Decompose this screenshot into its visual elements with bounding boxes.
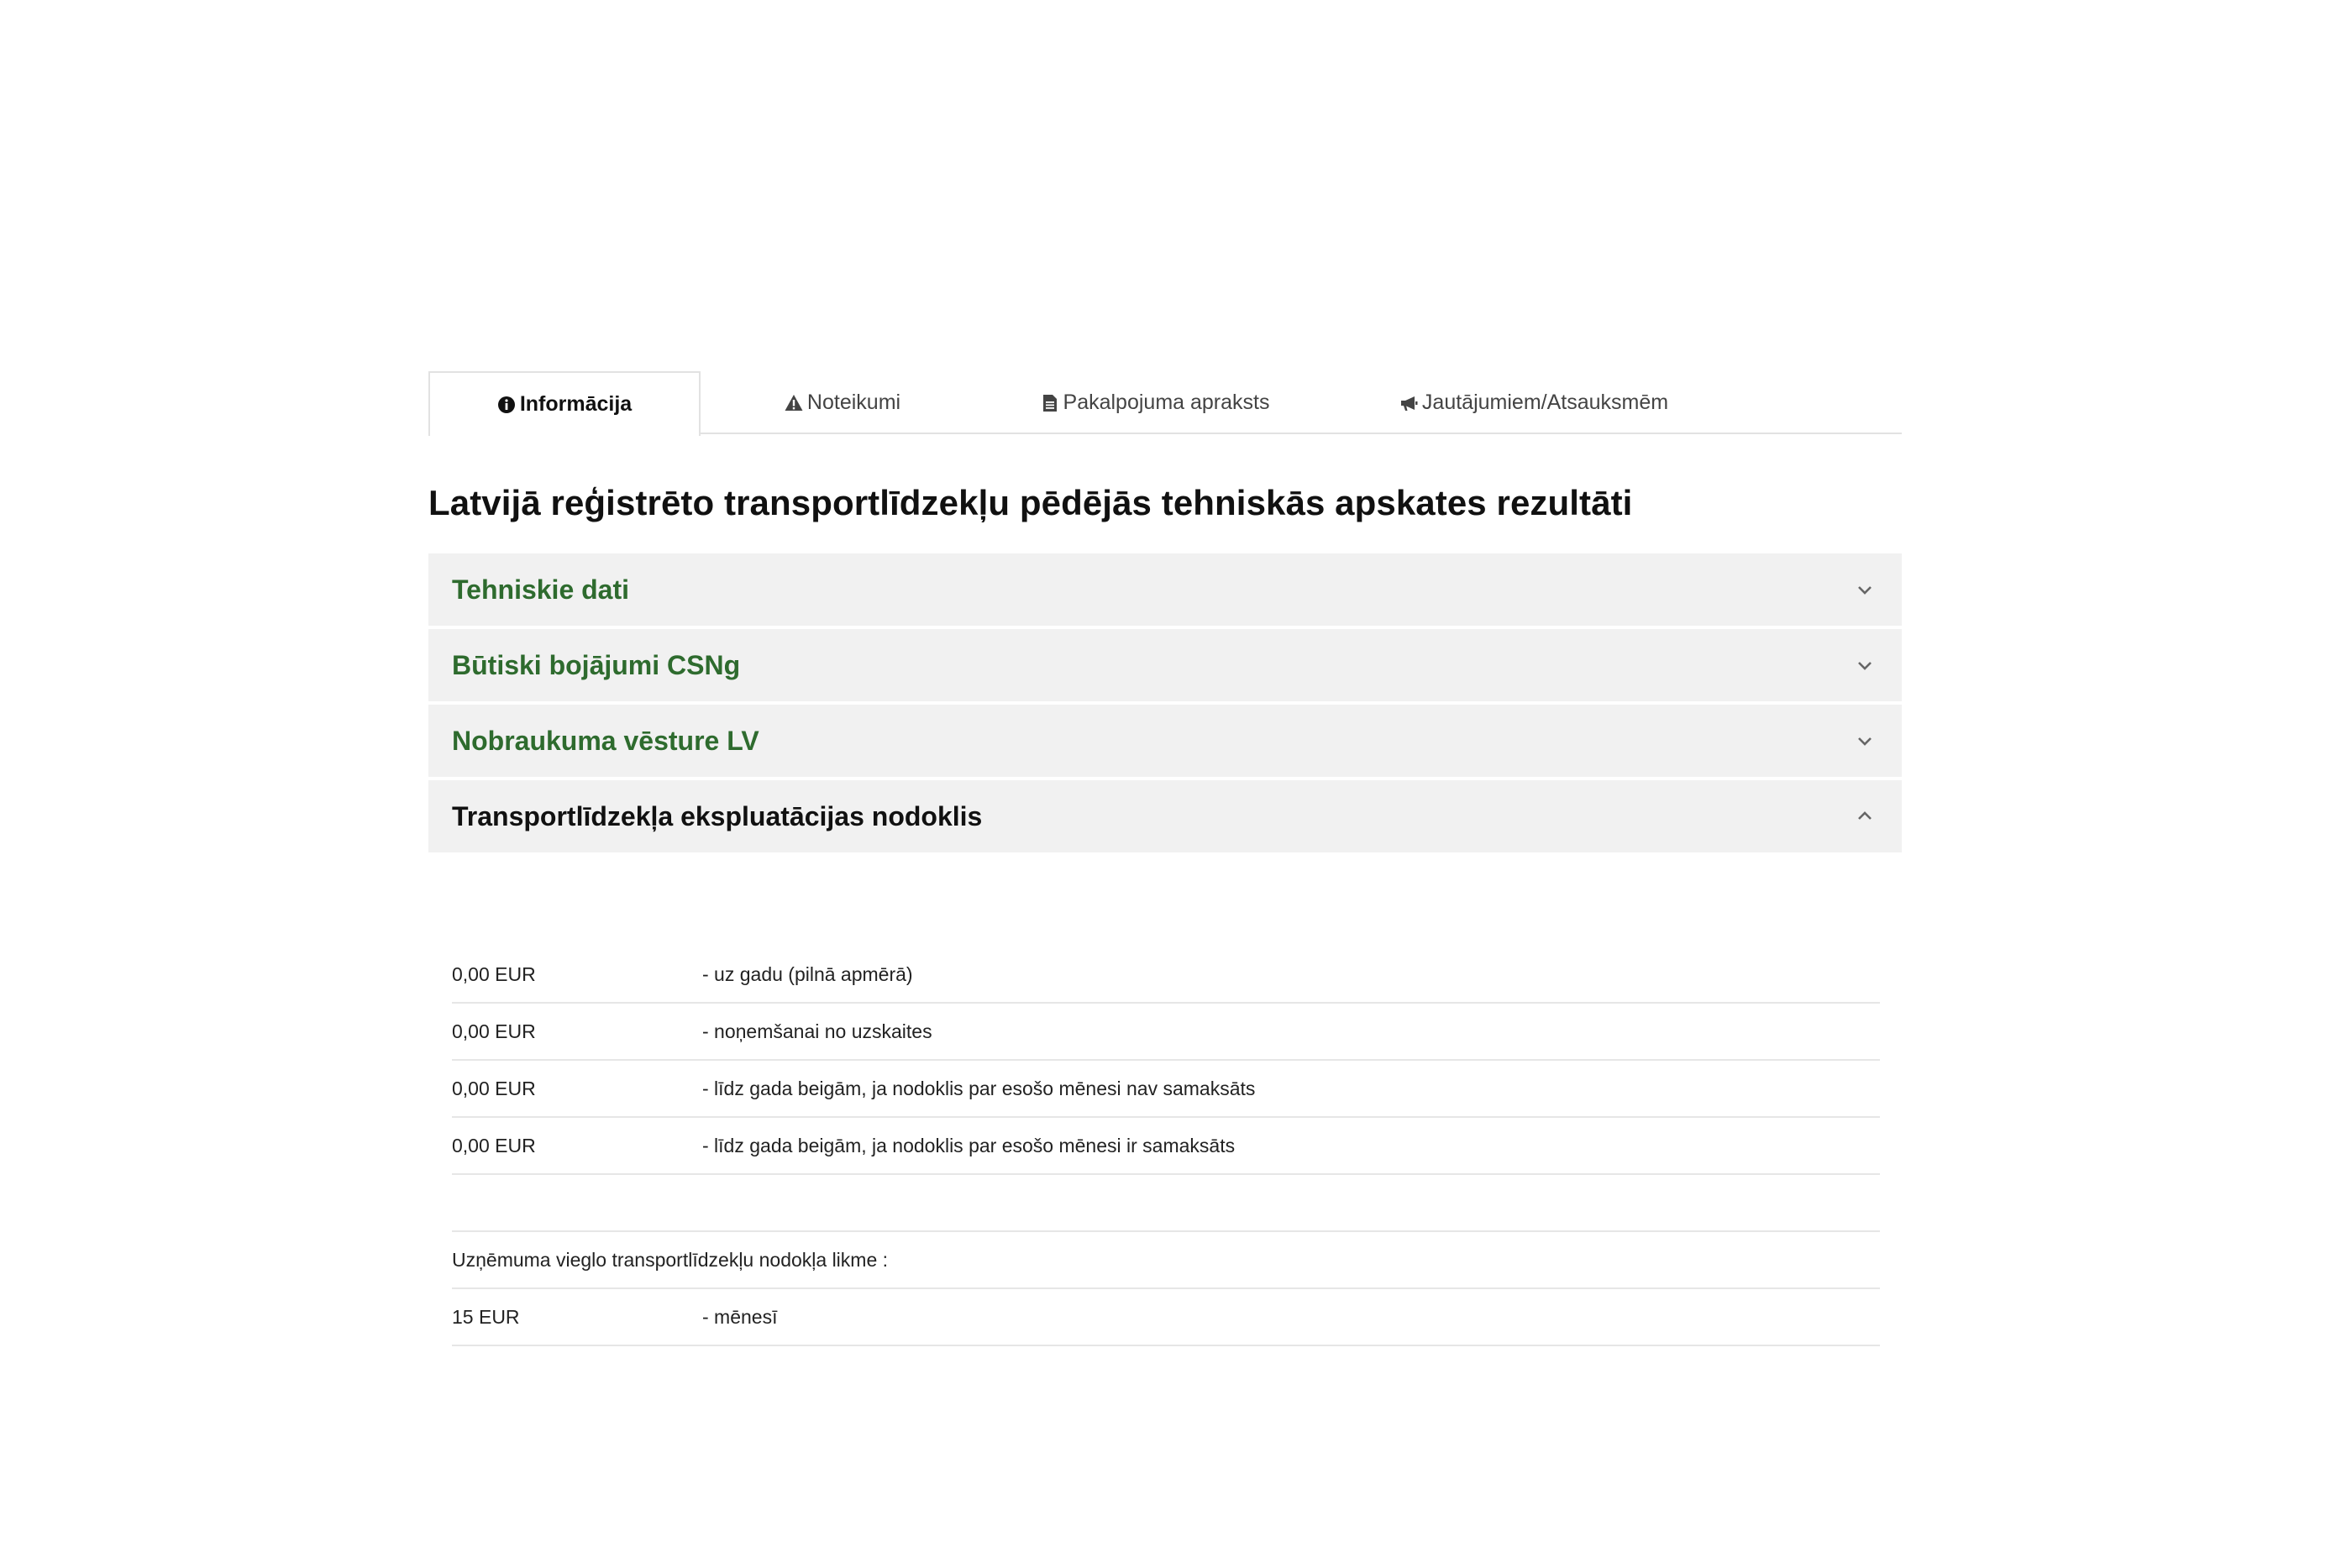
tax-table xyxy=(452,947,1880,1346)
tab-jautajumiem-atsauksmem[interactable] xyxy=(1326,371,1742,434)
accordion-item-butiski-bojajumi[interactable] xyxy=(428,629,1902,701)
tab-label: Jautājumiem/Atsauksmēm xyxy=(1421,391,1669,414)
accordion xyxy=(428,553,1902,852)
accordion-item-nobraukuma-vesture[interactable] xyxy=(428,705,1902,777)
info-circle-icon xyxy=(497,396,516,414)
tab-label: Informācija xyxy=(519,392,633,416)
accordion-label: Tehniskie dati xyxy=(452,574,630,605)
tab-pakalpojuma-apraksts[interactable] xyxy=(984,371,1326,434)
tax-description: - mēnesī xyxy=(702,1305,778,1328)
accordion-item-ekspluatacijas-nodoklis[interactable] xyxy=(428,780,1902,852)
tab-bar xyxy=(428,371,1902,434)
company-rate-label-row xyxy=(452,1232,1880,1289)
company-rate-label: Uzņēmuma vieglo transportlīdzekļu nodokļa likme : xyxy=(452,1248,889,1271)
page-title: Latvijā reģistrēto transportlīdzekļu pēdējās tehniskās apskates rezultāti xyxy=(428,483,1633,522)
tax-description: - līdz gada beigām, ja nodoklis par esošo mēnesi ir samaksāts xyxy=(702,1134,1236,1156)
table-row xyxy=(452,1061,1880,1118)
chevron-up-icon xyxy=(1855,806,1875,826)
warning-icon xyxy=(785,394,803,412)
tax-amount: 0,00 EUR xyxy=(452,1134,536,1156)
accordion-label: Transportlīdzekļa ekspluatācijas nodoklis xyxy=(452,800,983,831)
tax-amount: 0,00 EUR xyxy=(452,1020,536,1042)
tax-description: - noņemšanai no uzskaites xyxy=(702,1020,932,1042)
tax-amount: 15 EUR xyxy=(452,1305,520,1328)
accordion-label: Nobraukuma vēsture LV xyxy=(452,725,759,756)
table-row xyxy=(452,947,1880,1004)
table-row xyxy=(452,1004,1880,1061)
table-row xyxy=(452,1118,1880,1175)
chevron-down-icon xyxy=(1855,731,1875,751)
main-content xyxy=(428,371,1902,1346)
megaphone-icon xyxy=(1399,394,1418,412)
tax-amount: 0,00 EUR xyxy=(452,1077,536,1099)
tax-description: - līdz gada beigām, ja nodoklis par esošo mēnesi nav samaksāts xyxy=(702,1077,1256,1099)
file-text-icon xyxy=(1041,394,1059,412)
accordion-item-tehniskie-dati[interactable] xyxy=(428,553,1902,626)
tab-noteikumi[interactable] xyxy=(701,371,984,434)
tax-amount: 0,00 EUR xyxy=(452,962,536,985)
tab-informacija[interactable] xyxy=(428,371,701,436)
tax-description: - uz gadu (pilnā apmērā) xyxy=(702,962,913,985)
tab-label: Noteikumi xyxy=(806,391,901,414)
tab-label: Pakalpojuma apraksts xyxy=(1063,391,1270,414)
chevron-down-icon xyxy=(1855,579,1875,600)
table-row xyxy=(452,1289,1880,1346)
table-divider xyxy=(452,1175,1880,1232)
chevron-down-icon xyxy=(1855,655,1875,675)
accordion-label: Būtiski bojājumi CSNg xyxy=(452,649,741,680)
